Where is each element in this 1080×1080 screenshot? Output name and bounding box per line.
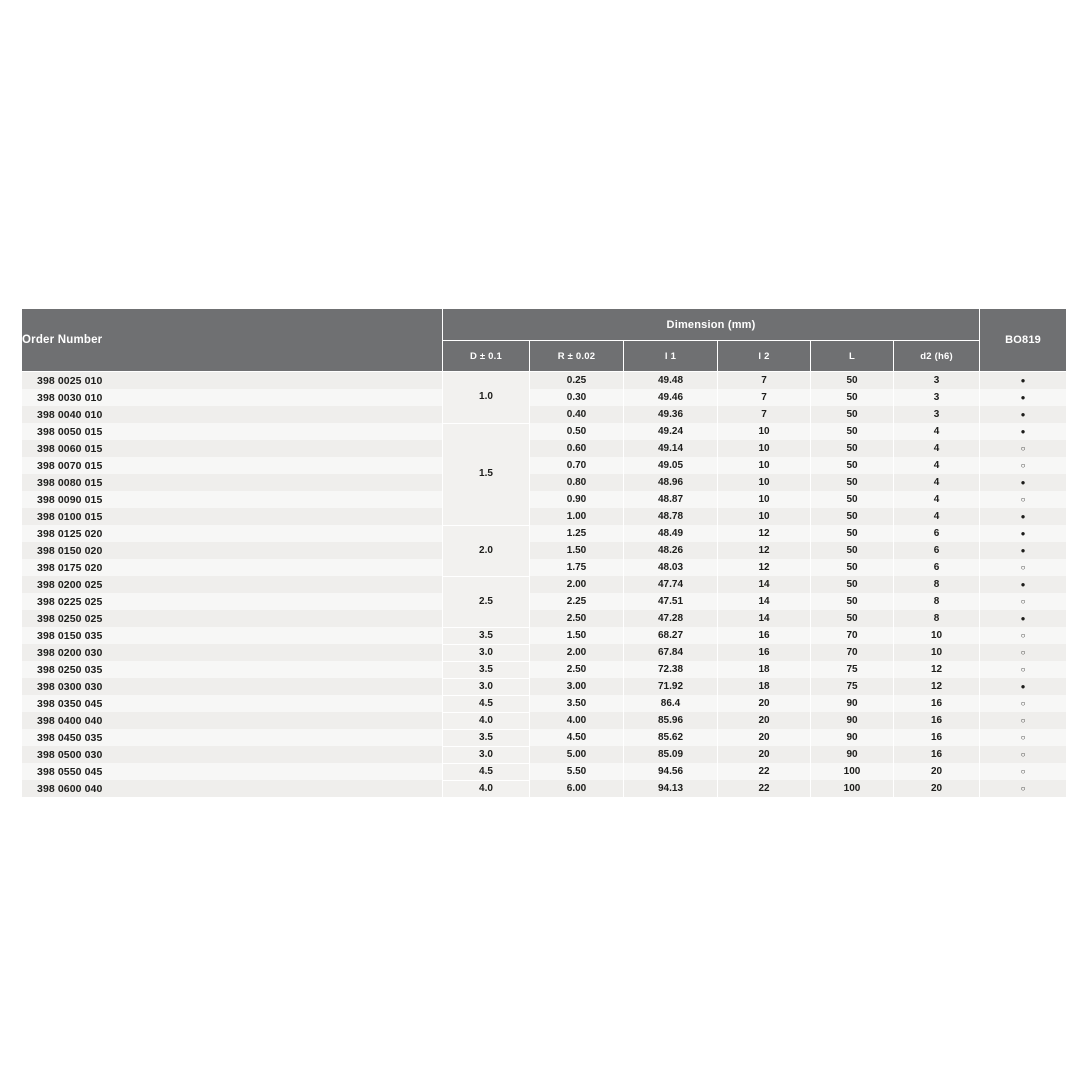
table-row [22,780,1067,797]
availability-filled-icon [980,576,1067,593]
cell-r-value: 1.25 [530,525,624,542]
availability-filled-icon [980,525,1067,542]
table-row [22,457,1067,474]
table-row [22,661,1067,678]
cell-order-number: 398 0600 040 [22,780,443,797]
cell-r-value: 5.00 [530,746,624,763]
column-header-length: L [811,341,894,372]
cell-l2-value: 14 [718,610,811,627]
cell-length-value: 50 [811,525,894,542]
table-row [22,542,1067,559]
cell-d-value: 4.5 [443,695,530,712]
table-row [22,627,1067,644]
cell-length-value: 50 [811,474,894,491]
cell-d2-value: 4 [894,491,980,508]
cell-d-value: 2.5 [443,576,530,627]
cell-order-number: 398 0125 020 [22,525,443,542]
availability-open-icon [980,763,1067,780]
cell-l2-value: 16 [718,644,811,661]
cell-order-number: 398 0090 015 [22,491,443,508]
cell-l1-value: 47.28 [624,610,718,627]
availability-open-icon [980,712,1067,729]
table-row [22,729,1067,746]
availability-filled-icon [980,406,1067,423]
cell-l1-value: 48.87 [624,491,718,508]
cell-d2-value: 16 [894,695,980,712]
cell-l1-value: 48.96 [624,474,718,491]
cell-l2-value: 10 [718,508,811,525]
cell-l2-value: 20 [718,695,811,712]
cell-order-number: 398 0100 015 [22,508,443,525]
cell-l1-value: 47.74 [624,576,718,593]
cell-l1-value: 94.13 [624,780,718,797]
cell-d2-value: 8 [894,576,980,593]
table-row [22,491,1067,508]
cell-r-value: 5.50 [530,763,624,780]
cell-d-value: 2.0 [443,525,530,576]
column-header-bo819: BO819 [980,309,1067,372]
cell-l1-value: 85.09 [624,746,718,763]
cell-l1-value: 49.48 [624,372,718,390]
cell-d-value: 1.0 [443,372,530,424]
cell-l2-value: 16 [718,627,811,644]
cell-r-value: 1.75 [530,559,624,576]
cell-r-value: 6.00 [530,780,624,797]
cell-l2-value: 18 [718,661,811,678]
cell-r-value: 4.00 [530,712,624,729]
table-row [22,576,1067,593]
cell-d2-value: 16 [894,746,980,763]
cell-order-number: 398 0250 025 [22,610,443,627]
cell-r-value: 2.25 [530,593,624,610]
column-header-l2: l 2 [718,341,811,372]
table-row [22,763,1067,780]
cell-order-number: 398 0200 025 [22,576,443,593]
cell-l1-value: 68.27 [624,627,718,644]
availability-filled-icon [980,508,1067,525]
availability-filled-icon [980,389,1067,406]
cell-l2-value: 22 [718,780,811,797]
availability-filled-icon [980,423,1067,440]
cell-order-number: 398 0225 025 [22,593,443,610]
cell-d2-value: 10 [894,644,980,661]
cell-l2-value: 10 [718,423,811,440]
cell-length-value: 70 [811,627,894,644]
cell-d-value: 4.0 [443,712,530,729]
cell-order-number: 398 0025 010 [22,372,443,390]
cell-r-value: 0.40 [530,406,624,423]
cell-l1-value: 71.92 [624,678,718,695]
cell-d2-value: 6 [894,525,980,542]
cell-length-value: 100 [811,780,894,797]
cell-length-value: 90 [811,746,894,763]
cell-length-value: 50 [811,610,894,627]
cell-l1-value: 85.96 [624,712,718,729]
cell-order-number: 398 0060 015 [22,440,443,457]
cell-l1-value: 47.51 [624,593,718,610]
cell-d-value: 1.5 [443,423,530,525]
table-row [22,372,1067,390]
cell-r-value: 4.50 [530,729,624,746]
cell-length-value: 70 [811,644,894,661]
cell-d2-value: 10 [894,627,980,644]
cell-l1-value: 48.49 [624,525,718,542]
cell-l1-value: 48.78 [624,508,718,525]
table-header-row-1 [22,309,1067,341]
cell-order-number: 398 0500 030 [22,746,443,763]
cell-d2-value: 16 [894,729,980,746]
cell-l1-value: 94.56 [624,763,718,780]
availability-open-icon [980,661,1067,678]
availability-open-icon [980,559,1067,576]
cell-length-value: 50 [811,389,894,406]
cell-l2-value: 7 [718,406,811,423]
cell-d2-value: 3 [894,389,980,406]
cell-order-number: 398 0350 045 [22,695,443,712]
cell-r-value: 1.50 [530,542,624,559]
availability-open-icon [980,780,1067,797]
cell-d2-value: 12 [894,661,980,678]
cell-r-value: 0.90 [530,491,624,508]
availability-open-icon [980,695,1067,712]
availability-filled-icon [980,678,1067,695]
cell-d2-value: 3 [894,372,980,390]
cell-d-value: 4.5 [443,763,530,780]
cell-length-value: 50 [811,440,894,457]
cell-r-value: 3.50 [530,695,624,712]
cell-length-value: 50 [811,457,894,474]
cell-d2-value: 4 [894,457,980,474]
cell-r-value: 3.00 [530,678,624,695]
cell-l1-value: 49.14 [624,440,718,457]
cell-r-value: 1.50 [530,627,624,644]
cell-order-number: 398 0070 015 [22,457,443,474]
cell-d2-value: 12 [894,678,980,695]
cell-d2-value: 4 [894,508,980,525]
availability-open-icon [980,729,1067,746]
table-row [22,406,1067,423]
column-header-order-number: Order Number [22,309,443,372]
table-row [22,695,1067,712]
cell-l1-value: 67.84 [624,644,718,661]
cell-l2-value: 20 [718,729,811,746]
table-row [22,389,1067,406]
cell-l1-value: 85.62 [624,729,718,746]
cell-d2-value: 4 [894,440,980,457]
cell-length-value: 50 [811,559,894,576]
cell-length-value: 75 [811,678,894,695]
table-row [22,508,1067,525]
cell-l1-value: 72.38 [624,661,718,678]
cell-order-number: 398 0030 010 [22,389,443,406]
cell-l1-value: 86.4 [624,695,718,712]
cell-d-value: 3.5 [443,661,530,678]
cell-l1-value: 48.26 [624,542,718,559]
cell-r-value: 1.00 [530,508,624,525]
cell-l2-value: 10 [718,491,811,508]
cell-l1-value: 49.05 [624,457,718,474]
cell-length-value: 50 [811,508,894,525]
cell-r-value: 0.80 [530,474,624,491]
cell-d2-value: 6 [894,559,980,576]
cell-length-value: 100 [811,763,894,780]
column-header-dimension-group: Dimension (mm) [443,309,980,341]
cell-d2-value: 4 [894,423,980,440]
column-header-r: R ± 0.02 [530,341,624,372]
table-row [22,678,1067,695]
table-row [22,559,1067,576]
cell-l2-value: 14 [718,593,811,610]
cell-l1-value: 49.46 [624,389,718,406]
cell-order-number: 398 0250 035 [22,661,443,678]
table-row [22,610,1067,627]
availability-open-icon [980,440,1067,457]
cell-d2-value: 8 [894,593,980,610]
table-row [22,593,1067,610]
cell-l2-value: 14 [718,576,811,593]
cell-r-value: 2.50 [530,661,624,678]
cell-order-number: 398 0200 030 [22,644,443,661]
cell-l2-value: 20 [718,746,811,763]
cell-length-value: 50 [811,423,894,440]
table-body [22,372,1067,798]
spec-table-container [21,308,1066,798]
cell-l1-value: 49.24 [624,423,718,440]
availability-open-icon [980,644,1067,661]
table-row [22,644,1067,661]
cell-l2-value: 10 [718,474,811,491]
table-row [22,712,1067,729]
cell-d2-value: 3 [894,406,980,423]
cell-length-value: 90 [811,712,894,729]
cell-l2-value: 12 [718,542,811,559]
cell-d-value: 3.0 [443,644,530,661]
table-row [22,525,1067,542]
cell-l2-value: 12 [718,559,811,576]
cell-l2-value: 7 [718,372,811,390]
cell-order-number: 398 0040 010 [22,406,443,423]
cell-order-number: 398 0150 035 [22,627,443,644]
cell-r-value: 2.00 [530,644,624,661]
cell-length-value: 75 [811,661,894,678]
cell-d-value: 3.0 [443,678,530,695]
availability-open-icon [980,593,1067,610]
cell-length-value: 50 [811,542,894,559]
cell-l1-value: 48.03 [624,559,718,576]
table-row [22,474,1067,491]
cell-r-value: 2.00 [530,576,624,593]
cell-order-number: 398 0400 040 [22,712,443,729]
cell-l2-value: 12 [718,525,811,542]
cell-l2-value: 10 [718,440,811,457]
cell-l2-value: 22 [718,763,811,780]
cell-r-value: 0.30 [530,389,624,406]
cell-r-value: 2.50 [530,610,624,627]
availability-filled-icon [980,610,1067,627]
table-row [22,746,1067,763]
cell-order-number: 398 0300 030 [22,678,443,695]
cell-length-value: 50 [811,491,894,508]
cell-order-number: 398 0080 015 [22,474,443,491]
column-header-d2: d2 (h6) [894,341,980,372]
cell-order-number: 398 0150 020 [22,542,443,559]
cell-order-number: 398 0050 015 [22,423,443,440]
table-row [22,423,1067,440]
column-header-d: D ± 0.1 [443,341,530,372]
cell-order-number: 398 0550 045 [22,763,443,780]
cell-order-number: 398 0450 035 [22,729,443,746]
cell-length-value: 90 [811,695,894,712]
cell-l2-value: 18 [718,678,811,695]
cell-length-value: 50 [811,406,894,423]
cell-d2-value: 4 [894,474,980,491]
cell-r-value: 0.50 [530,423,624,440]
cell-order-number: 398 0175 020 [22,559,443,576]
column-header-l1: l 1 [624,341,718,372]
availability-open-icon [980,627,1067,644]
cell-r-value: 0.60 [530,440,624,457]
cell-r-value: 0.25 [530,372,624,390]
cell-l2-value: 10 [718,457,811,474]
cell-l1-value: 49.36 [624,406,718,423]
table-header [22,309,1067,372]
cell-d-value: 4.0 [443,780,530,797]
cell-l2-value: 20 [718,712,811,729]
cell-d2-value: 20 [894,780,980,797]
availability-filled-icon [980,474,1067,491]
table-row [22,440,1067,457]
cell-d2-value: 6 [894,542,980,559]
cell-d2-value: 16 [894,712,980,729]
cell-length-value: 50 [811,576,894,593]
cell-l2-value: 7 [718,389,811,406]
availability-open-icon [980,457,1067,474]
cell-length-value: 50 [811,372,894,390]
cell-r-value: 0.70 [530,457,624,474]
cell-d2-value: 8 [894,610,980,627]
cell-length-value: 50 [811,593,894,610]
specification-table [21,308,1067,798]
cell-d-value: 3.5 [443,627,530,644]
availability-filled-icon [980,372,1067,390]
cell-d-value: 3.0 [443,746,530,763]
availability-open-icon [980,746,1067,763]
cell-d2-value: 20 [894,763,980,780]
cell-d-value: 3.5 [443,729,530,746]
cell-length-value: 90 [811,729,894,746]
availability-open-icon [980,491,1067,508]
availability-filled-icon [980,542,1067,559]
